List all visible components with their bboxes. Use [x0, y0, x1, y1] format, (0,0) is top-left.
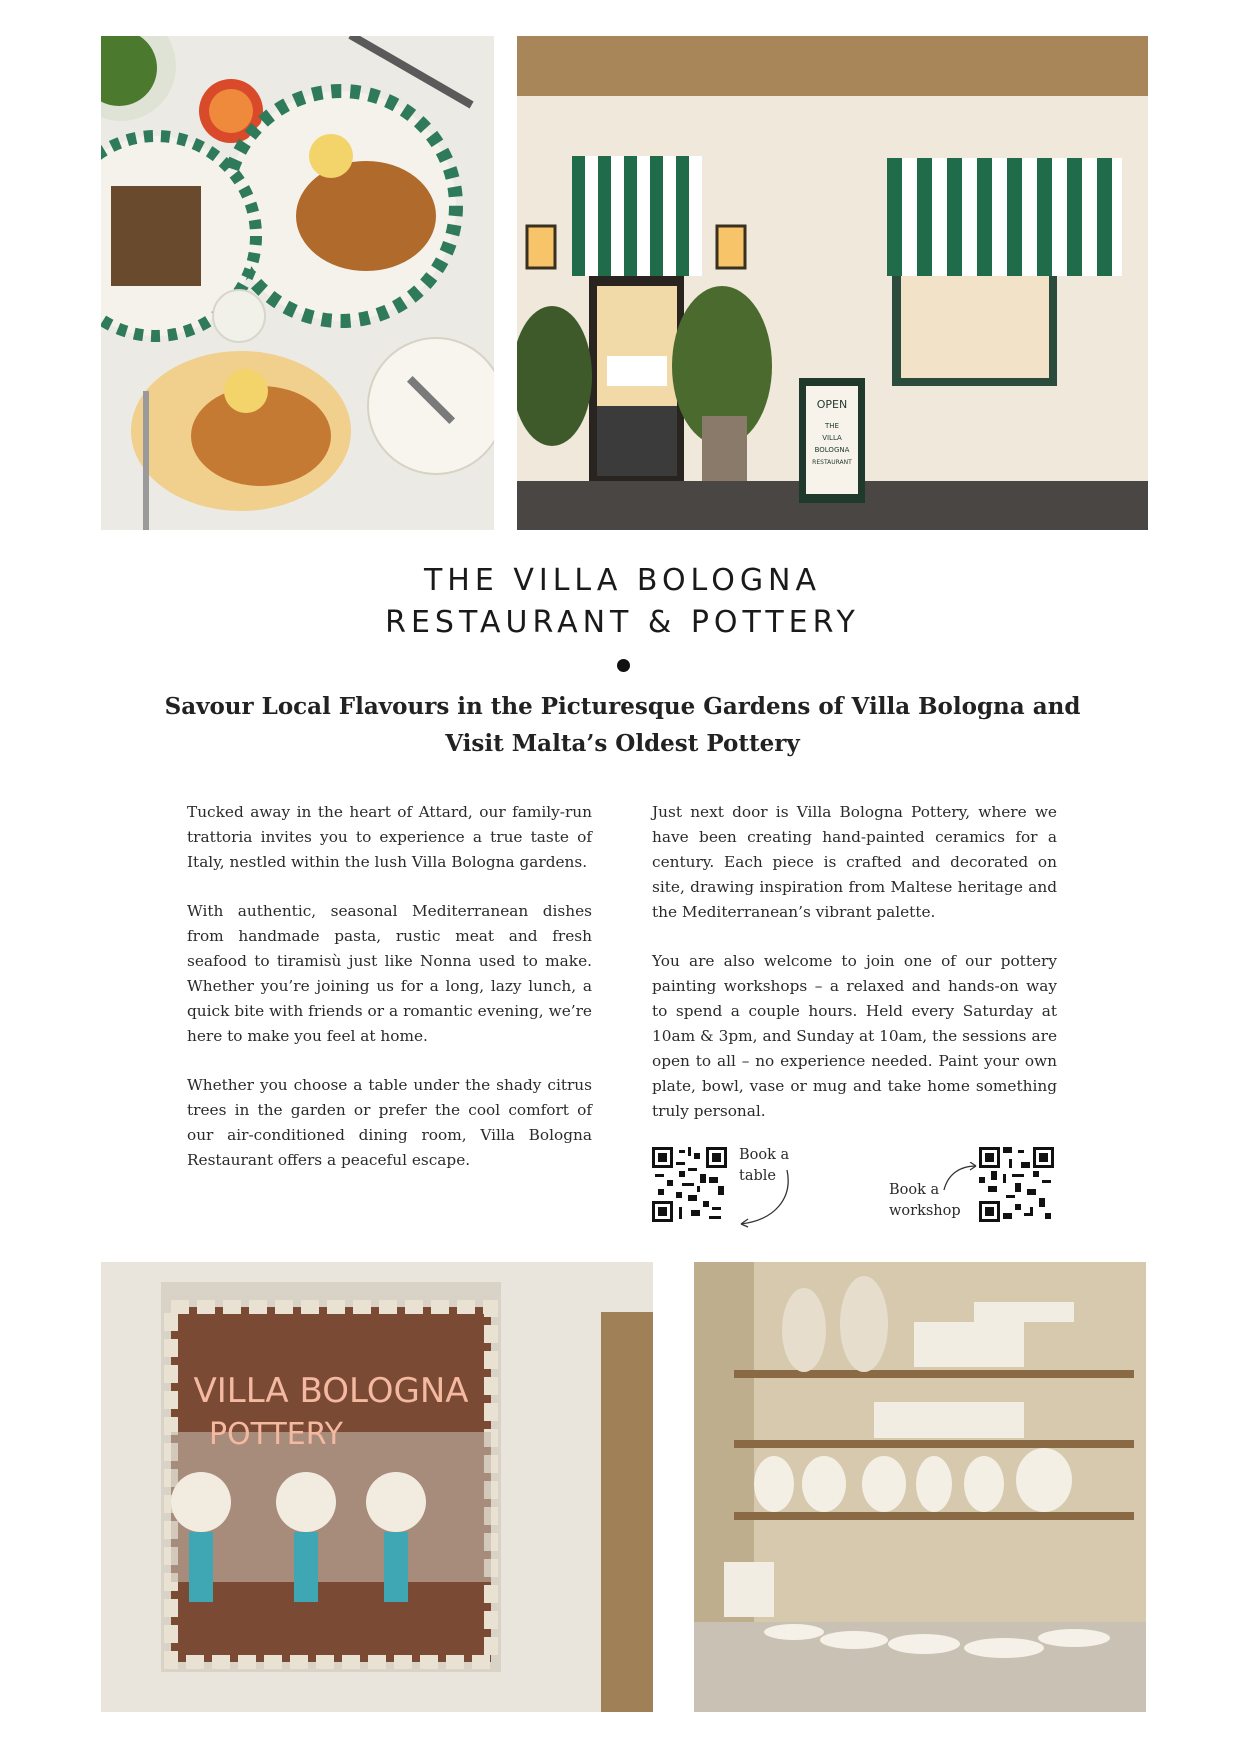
restaurant-front-photo [517, 36, 1148, 530]
sign-text-line3: VILLA [822, 434, 842, 442]
sign-text-line4: BOLOGNA [814, 446, 850, 454]
pottery-paragraph-1: Just next door is Villa Bologna Pottery, where we have been creating hand-painted ceramics for a century. Each piece is crafted and decorated on site, drawing inspiration from Maltese heritage and the Mediterranean’s vibrant palette. [652, 803, 1057, 921]
title-line-1: THE VILLA BOLOGNA [423, 563, 822, 598]
subtitle-line-1: Savour Local Flavours in the Picturesque Gardens of Villa Bologna and [164, 693, 1081, 720]
restaurant-paragraph-3: Whether you choose a table under the shady citrus trees in the garden or prefer the cool comfort of our air-conditioned dining room, Villa Bologna Restaurant offers a peaceful escape. [187, 1076, 592, 1169]
restaurant-description [187, 800, 592, 1197]
pottery-description [652, 800, 1057, 1148]
page-title [0, 560, 1245, 644]
page-subtitle [160, 688, 1085, 762]
title-divider-dot [617, 659, 630, 672]
curved-arrow-icon [940, 1162, 980, 1192]
title-line-2: RESTAURANT & POTTERY [385, 605, 860, 640]
sign-open-text: OPEN [816, 398, 848, 411]
sign-text-line2: THE [825, 422, 839, 430]
restaurant-paragraph-1: Tucked away in the heart of Attard, our family-run trattoria invites you to experience a true taste of Italy, nestled within the lush Villa Bologna gardens. [187, 803, 592, 871]
book-workshop-label-line2: workshop [889, 1203, 961, 1219]
book-workshop-label-line1: Book a [889, 1182, 940, 1198]
sign-text-line5: RESTAURANT [812, 459, 852, 466]
pottery-window-photo [101, 1262, 653, 1712]
book-table-qr-code[interactable] [652, 1147, 727, 1222]
book-table-label-line2: table [739, 1168, 776, 1184]
pottery-shelves-photo [694, 1262, 1146, 1712]
window-sign-line1: VILLA BOLOGNA [193, 1371, 469, 1411]
subtitle-line-2: Visit Malta’s Oldest Pottery [445, 730, 800, 757]
book-workshop-qr-code[interactable] [979, 1147, 1054, 1222]
curved-arrow-icon [735, 1168, 795, 1228]
food-photo [101, 36, 494, 530]
window-sign-line2: POTTERY [208, 1417, 344, 1452]
restaurant-paragraph-2: With authentic, seasonal Mediterranean dishes from handmade pasta, rustic meat and fresh seafood to tiramisù just like Nonna used to make. Whether you’re joining us for a long, lazy lunch, a quick bite with friends or a romantic evening, we’re here to make you feel at home. [187, 902, 592, 1045]
book-table-label-line1: Book a [739, 1147, 790, 1163]
pottery-paragraph-2: You are also welcome to join one of our pottery painting workshops – a relaxed and hands-on way to spend a couple hours. Held every Saturday at 10am & 3pm, and Sunday at 10am, the sessions are open to all – no experience needed. Paint your own plate, bowl, vase or mug and take home something truly personal. [652, 952, 1057, 1120]
